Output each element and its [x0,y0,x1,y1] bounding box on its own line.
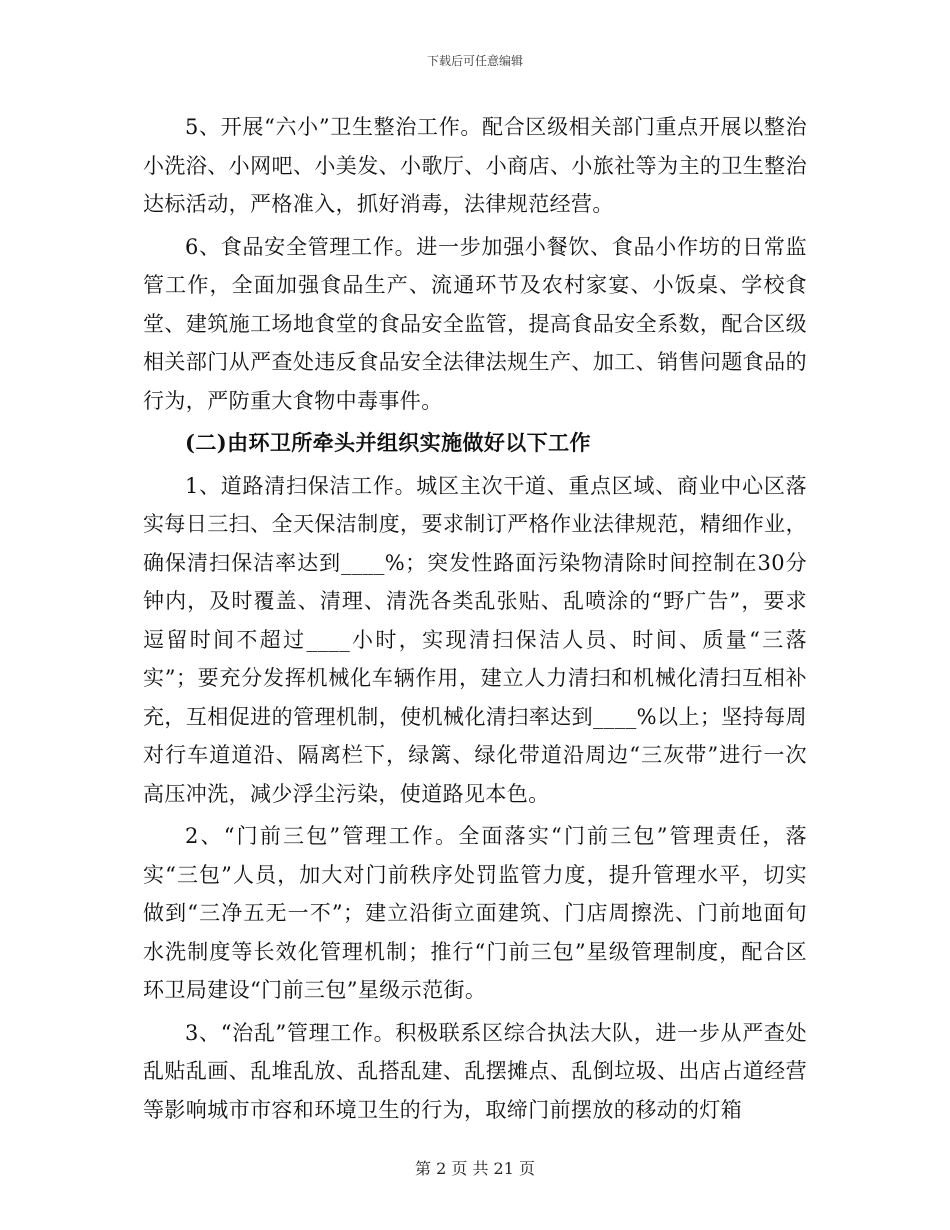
paragraph-chaos-management: 3、“治乱”管理工作。积极联系区综合执法大队，进一步从严查处乱贴乱画、乱堆乱放、乱搭乱建、乱摆摊点、乱倒垃圾、出店占道经营等影响城市市容和环境卫生的行为，取缔门前摆放的移动的灯箱 [143,1020,807,1122]
page-header: 下载后可任意编辑 [426,54,523,68]
paragraph-item-5: 5、开展“六小”卫生整治工作。配合区级相关部门重点开展以整治小洗浴、小网吧、小美发、小歌厅、小商店、小旅社等为主的卫生整治达标活动，严格准入，抓好消毒，法律规范经营。 [143,115,807,216]
paragraph-door-management: 2、“门前三包”管理工作。全面落实“门前三包”管理责任，落实“三包”人员，加大对门前秩序处罚监管力度，提升管理水平，切实做到“三净五无一不”；建立沿街立面建筑、门店周擦洗、门前地面旬水洗制度等长效化管理机制；推行“门前三包”星级管理制度，配合区环卫局建设“门前三包”星级示范街。 [143,824,807,1002]
document-body [143,108,807,1133]
paragraph-item-6: 6、食品安全管理工作。进一步加强小餐饮、食品小作坊的日常监管工作，全面加强食品生产、流通环节及农村家宴、小饭桌、学校食堂、建筑施工场地食堂的食品安全监管，提高食品安全系数，配合区级相关部门从严查处违反食品安全法律法规生产、加工、销售问题食品的行为，严防重大食物中毒事件。 [143,234,807,413]
paragraph-road-cleaning: 1、道路清扫保洁工作。城区主次干道、重点区域、商业中心区落实每日三扫、全天保洁制度，要求制订严格作业法律规范，精细作业，确保清扫保洁率达到____%；突发性路面污染物清除时间控制在30分钟内，及时覆盖、清理、清洗各类乱张贴、乱喷涂的“野广告”，要求逗留时间不超过____小时，实现清扫保洁人员、时间、质量“三落实”；要充分发挥机械化车辆作用，建立人力清扫和机械化清扫互相补充，互相促进的管理机制，使机械化清扫率达到____%以上；坚持每周对行车道道沿、隔离栏下，绿篱、绿化带道沿周边“三灰带”进行一次高压冲洗，减少浮尘污染，使道路见本色。 [143,473,807,806]
section-heading: (二)由环卫所牵头并组织实施做好以下工作 [185,430,591,455]
page-footer: 第 2 页 共 21 页 [415,1159,535,1178]
